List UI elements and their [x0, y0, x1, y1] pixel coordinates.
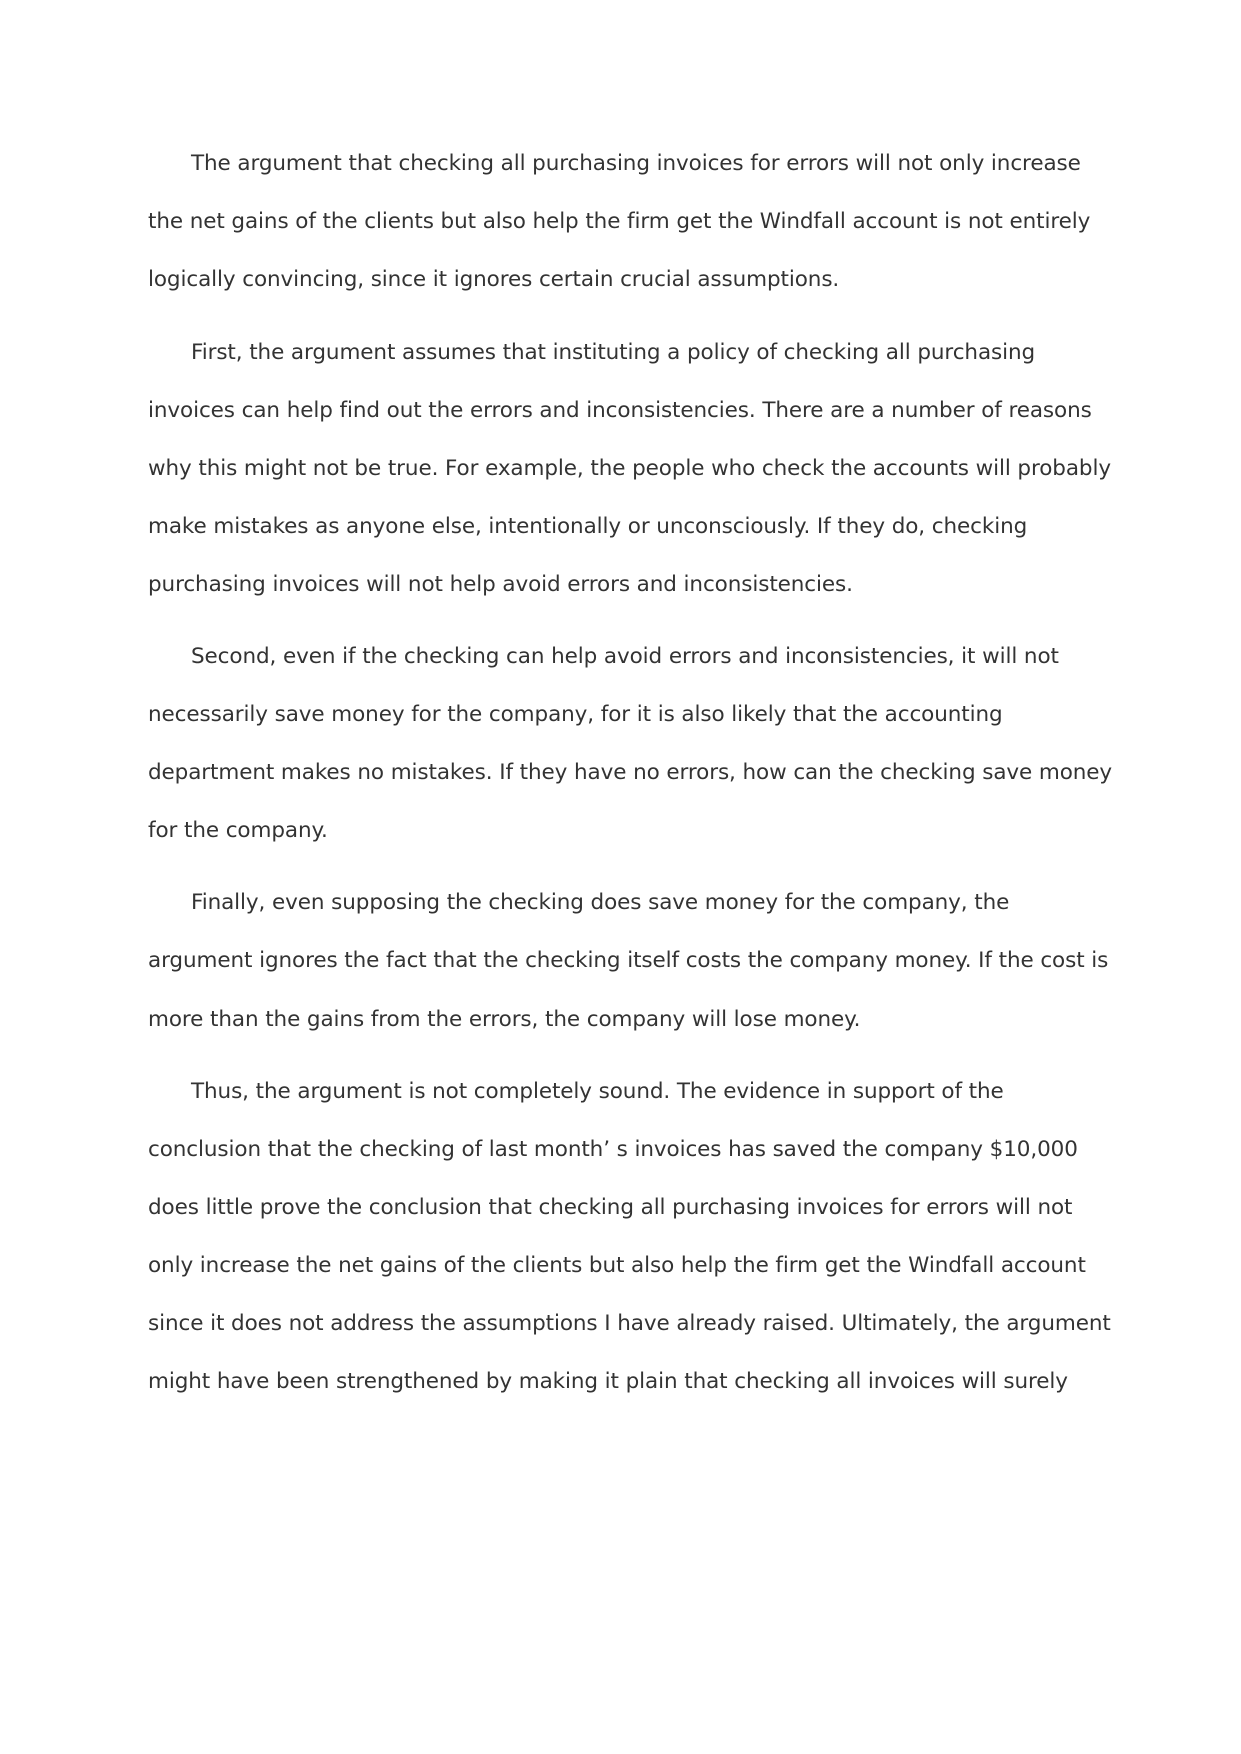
- paragraph-5-line-6: might have been strengthened by making it plain that checking all invoices will surely: [148, 1369, 1068, 1394]
- paragraph-2-line-4: make mistakes as anyone else, intentionally or unconsciously. If they do, checking: [148, 514, 1028, 539]
- paragraph-1-line-1: The argument that checking all purchasing invoices for errors will not only increase: [191, 151, 1081, 176]
- paragraph-2-line-5: purchasing invoices will not help avoid errors and inconsistencies.: [148, 572, 853, 597]
- paragraph-4-line-2: argument ignores the fact that the checking itself costs the company money. If the cost is: [148, 948, 1109, 973]
- paragraph-4-line-1: Finally, even supposing the checking does save money for the company, the: [191, 890, 1010, 915]
- paragraph-2-line-2: invoices can help find out the errors and inconsistencies. There are a number of reasons: [148, 398, 1092, 423]
- paragraph-1-line-2: the net gains of the clients but also help the firm get the Windfall account is not entirely: [148, 209, 1091, 234]
- paragraph-3-line-1: Second, even if the checking can help avoid errors and inconsistencies, it will not: [191, 644, 1059, 669]
- paragraph-5-line-2: conclusion that the checking of last month’ s invoices has saved the company $10,000: [148, 1137, 1078, 1162]
- paragraph-5-line-3: does little prove the conclusion that checking all purchasing invoices for errors will not: [148, 1195, 1073, 1220]
- paragraph-5-line-1: Thus, the argument is not completely sound. The evidence in support of the: [191, 1079, 1004, 1104]
- paragraph-5-line-5: since it does not address the assumptions I have already raised. Ultimately, the argument: [148, 1311, 1111, 1336]
- paragraph-3-line-3: department makes no mistakes. If they have no errors, how can the checking save money: [148, 760, 1113, 785]
- paragraph-1-line-3: logically convincing, since it ignores certain crucial assumptions.: [148, 267, 840, 292]
- paragraph-4-line-3: more than the gains from the errors, the company will lose money.: [148, 1007, 861, 1032]
- paragraph-2-line-1: First, the argument assumes that instituting a policy of checking all purchasing: [191, 340, 1036, 365]
- paragraph-3-line-2: necessarily save money for the company, for it is also likely that the accounting: [148, 702, 1003, 727]
- paragraph-3-line-4: for the company.: [148, 818, 328, 843]
- paragraph-5-line-4: only increase the net gains of the clients but also help the firm get the Windfall account: [148, 1253, 1086, 1278]
- paragraph-2-line-3: why this might not be true. For example, the people who check the accounts will probably: [148, 456, 1111, 481]
